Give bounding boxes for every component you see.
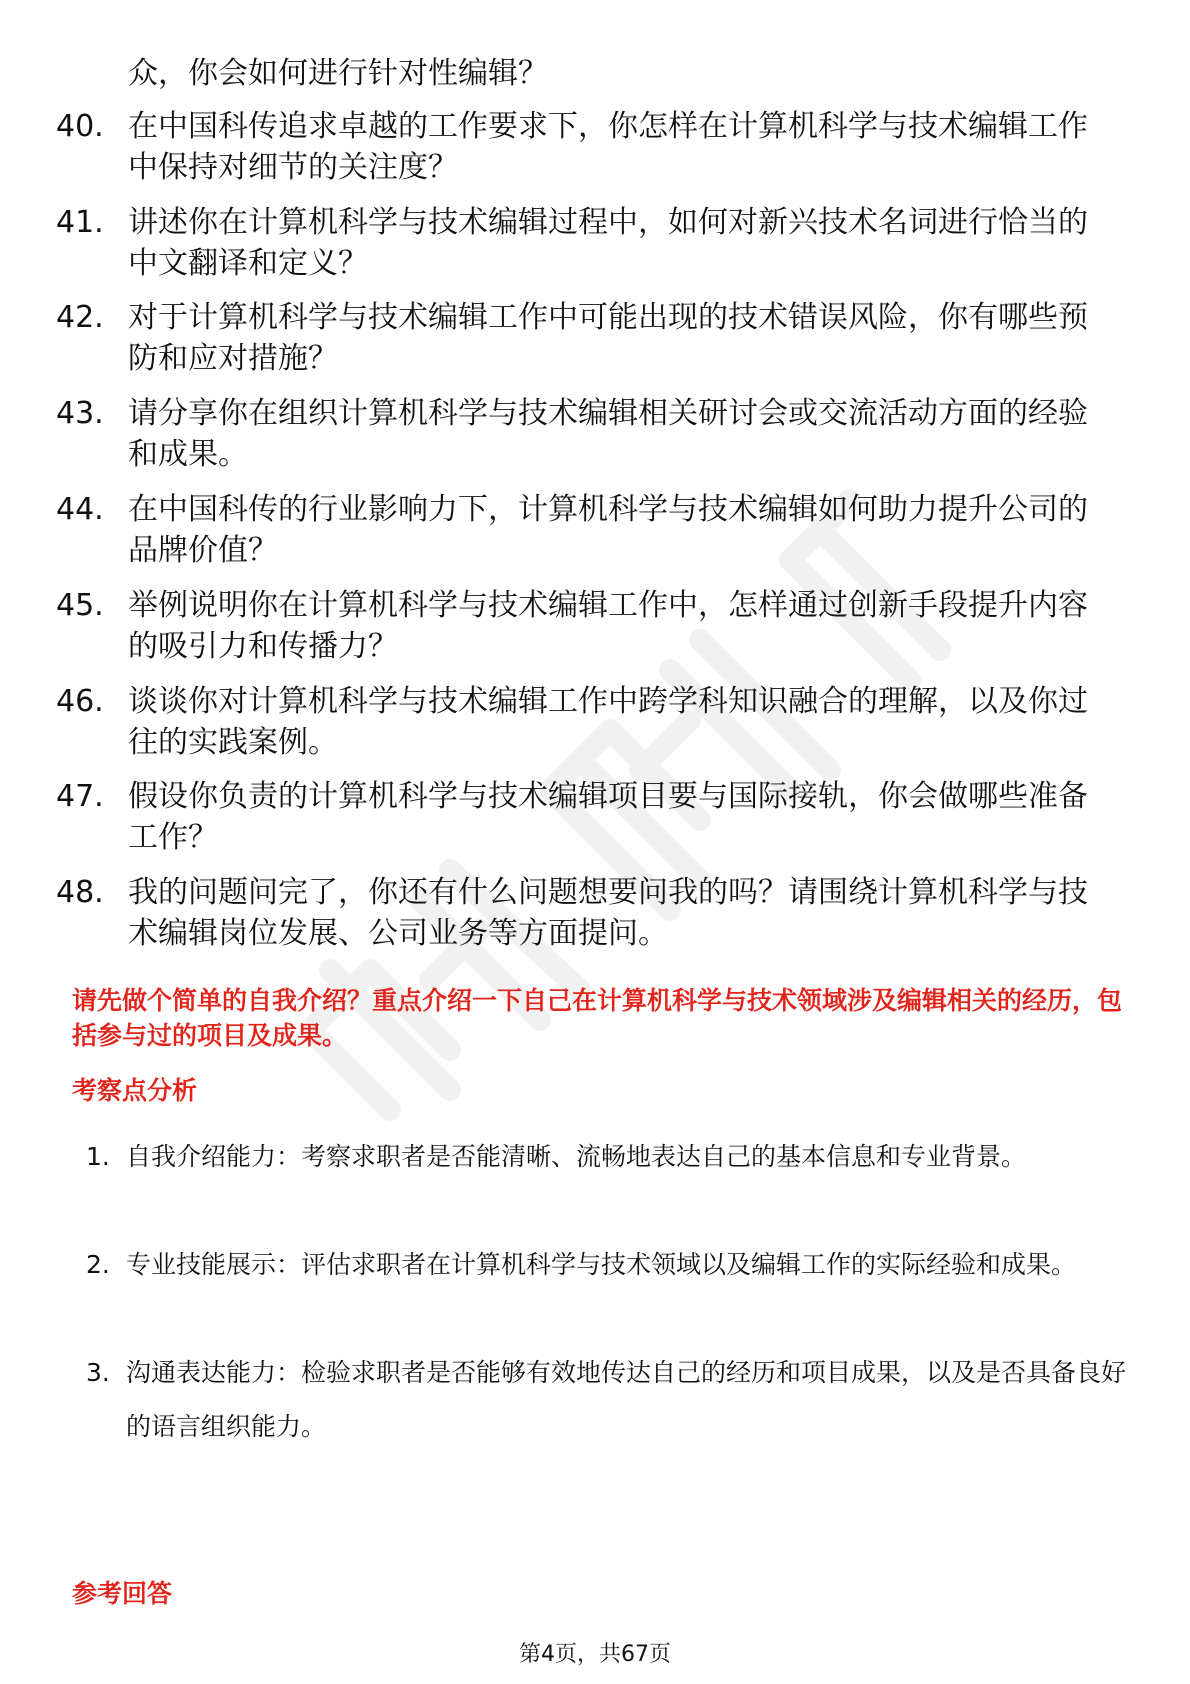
analysis-point-3: [86, 1346, 1126, 1454]
featured-question: 请先做个简单的自我介绍？重点介绍一下自己在计算机科学与技术领域涉及编辑相关的经历，包括参与过的项目及成果。: [72, 986, 1123, 1050]
question-item-40: [56, 106, 1116, 188]
analysis-point-1: [86, 1130, 1126, 1184]
reference-answer-heading: 参考回答: [72, 1579, 173, 1608]
analysis-point-number: 3.: [86, 1358, 110, 1387]
question-item-43: [56, 393, 1116, 475]
question-item-42: [56, 297, 1116, 379]
question-item-46: [56, 681, 1116, 763]
question-text: 我的问题问完了，你还有什么问题想要问我的吗？请围绕计算机科学与技术编辑岗位发展、公司业务等方面提问。: [128, 875, 1088, 951]
question-item-47: [56, 776, 1116, 858]
question-number: 43.: [56, 396, 104, 431]
analysis-point-text: 沟通表达能力：检验求职者是否能够有效地传达自己的经历和项目成果，以及是否具备良好的语言组织能力。: [126, 1358, 1127, 1441]
question-text: 举例说明你在计算机科学与技术编辑工作中，怎样通过创新手段提升内容的吸引力和传播力？: [128, 588, 1088, 664]
question-number: 45.: [56, 588, 104, 623]
question-text: 对于计算机科学与技术编辑工作中可能出现的技术错误风险，你有哪些预防和应对措施？: [128, 300, 1088, 376]
question-item-48: [56, 872, 1116, 954]
question-item-41: [56, 202, 1116, 284]
question-number: 47.: [56, 779, 104, 814]
question-39-continuation: 众，你会如何进行针对性编辑？: [128, 56, 548, 91]
question-text: 讲述你在计算机科学与技术编辑过程中，如何对新兴技术名词进行恰当的中文翻译和定义？: [128, 205, 1088, 281]
question-number: 41.: [56, 205, 104, 240]
question-number: 46.: [56, 684, 104, 719]
analysis-point-number: 2.: [86, 1250, 110, 1279]
question-item-45: [56, 585, 1116, 667]
question-text: 在中国科传追求卓越的工作要求下，你怎样在计算机科学与技术编辑工作中保持对细节的关注度？: [128, 109, 1088, 185]
question-text: 在中国科传的行业影响力下，计算机科学与技术编辑如何助力提升公司的品牌价值？: [128, 492, 1088, 568]
analysis-point-2: [86, 1238, 1126, 1292]
question-text: 谈谈你对计算机科学与技术编辑工作中跨学科知识融合的理解，以及你过往的实践案例。: [128, 684, 1088, 760]
question-number: 40.: [56, 109, 104, 144]
question-text: 假设你负责的计算机科学与技术编辑项目要与国际接轨，你会做哪些准备工作？: [128, 779, 1088, 855]
analysis-point-text: 自我介绍能力：考察求职者是否能清晰、流畅地表达自己的基本信息和专业背景。: [126, 1142, 1027, 1171]
analysis-point-number: 1.: [86, 1142, 110, 1171]
analysis-point-text: 专业技能展示：评估求职者在计算机科学与技术领域以及编辑工作的实际经验和成果。: [126, 1250, 1077, 1279]
question-text: 请分享你在组织计算机科学与技术编辑相关研讨会或交流活动方面的经验和成果。: [128, 396, 1088, 472]
question-item-44: [56, 489, 1116, 571]
page-footer: 第4页，共67页: [519, 1642, 671, 1667]
question-number: 48.: [56, 875, 104, 910]
question-number: 44.: [56, 492, 104, 527]
analysis-heading: 考察点分析: [72, 1076, 198, 1105]
question-number: 42.: [56, 300, 104, 335]
